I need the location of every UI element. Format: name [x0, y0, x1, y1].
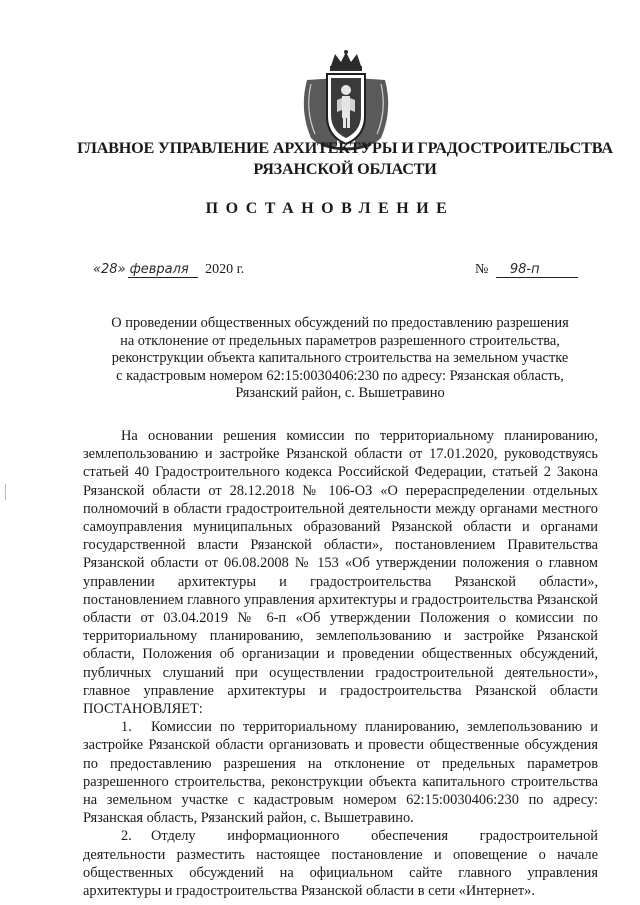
date-year: 2020 г.	[205, 262, 245, 277]
document-date	[93, 262, 244, 286]
item-text: Отделу информационного обеспечения градостроительной деятельности разместить настоящее постановление и оповещение о начале общественных обсуждений на официальном сайте главного управления архитектуры и градостроительства Рязанской области в сети «Интернет».	[83, 828, 598, 900]
document-subject	[95, 315, 585, 403]
item-text: Комиссии по территориальному планированию, землепользованию и застройке Рязанской области организовать и провести общественные обсуждения по предоставлению разрешения на отклонение от предельных параметров разрешенного строительства, реконструкции объекта капитального строительства на земельном участке с кадастровым номером 62:15:0030406:230 по адресу: Рязанская область, Рязанский район, с. Вышетравино.	[83, 719, 598, 827]
date-month-handwritten: февраля	[128, 262, 198, 278]
coat-of-arms-icon	[297, 50, 395, 152]
resolution-item-2	[83, 827, 598, 900]
subject-line: с кадастровым номером 62:15:0030406:230 по адресу: Рязанская область,	[116, 367, 564, 384]
preamble-paragraph: На основании решения комиссии по территориальному планированию, землепользованию и застройке Рязанской области от 17.01.2020, руководствуясь статьей 40 Градостроительного кодекса Российской Федерации, статьей 2 Закона Рязанской области от 28.12.2018 № 106-ОЗ «О перераспределении отдельных полномочий в области градостроительной деятельности между органами местного самоуправления муниципальных образований Рязанской области и органами государственной власти Рязанской области», постановлением Правительства Рязанской области от 06.08.2008 № 153 «Об утверждении положения о главном управлении архитектуры и градостроительства Рязанской области», постановлением главного управления архитектуры и градостроительства Рязанской области от 03.04.2019 № 6-п «Об утверждении Положения о комиссии по территориальному планированию, землепользованию и застройке Рязанской области, Положения об организации и проведении общественных обсуждений, публичных слушаний при осуществлении градостроительной деятельности», главное управление архитектуры и градостроительства Рязанской области ПОСТАНОВЛЯЕТ:	[83, 428, 598, 718]
number-value-handwritten: 98-п	[496, 262, 578, 278]
item-number: 1.	[121, 719, 132, 736]
resolution-item-1	[83, 718, 598, 827]
subject-line: Рязанский район, с. Вышетравино	[235, 385, 445, 402]
issuing-authority-line-2: РЯЗАНСКОЙ ОБЛАСТИ	[253, 160, 437, 178]
issuing-authority	[60, 138, 630, 180]
scan-edge-mark	[5, 484, 6, 500]
document-body	[83, 427, 598, 900]
issuing-authority-line-1: ГЛАВНОЕ УПРАВЛЕНИЕ АРХИТЕКТУРЫ И ГРАДОСТРОИТЕЛЬСТВА	[77, 139, 613, 157]
subject-line: на отклонение от предельных параметров разрешенного строительства,	[120, 332, 560, 349]
number-label: №	[475, 262, 489, 277]
document-number	[475, 262, 578, 278]
subject-line: реконструкции объекта капитального строительства на земельном участке	[111, 350, 569, 367]
subject-line: О проведении общественных обсуждений по предоставлению разрешения	[111, 315, 569, 331]
item-number: 2.	[121, 828, 132, 845]
date-day-handwritten: «28»	[93, 262, 126, 277]
document-type-title: ПОСТАНОВЛЕНИЕ	[205, 200, 455, 217]
